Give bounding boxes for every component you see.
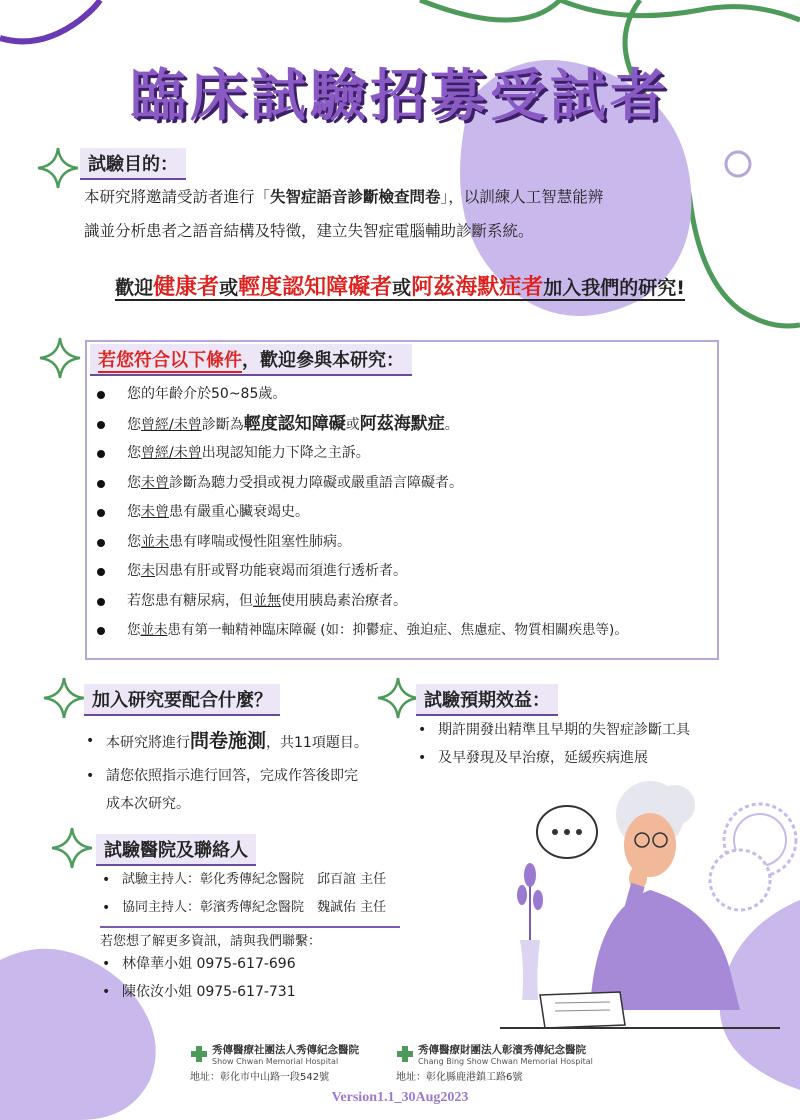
join-list [84,726,404,818]
sparkle-icon [38,336,82,380]
cond-text: 患有第一軸精神臨床障礙 (如：抑鬱症、強迫症、焦慮症、物質相關疾患等)。 [167,622,628,638]
list-item [85,528,715,558]
benefit-text: 及早發現及早治療，延緩疾病進展 [438,750,648,766]
join-text: 成本次研究。 [106,796,190,812]
cond-text: 若您患有糖尿病，但 [127,592,253,609]
list-item [84,762,404,818]
investigator-list [100,866,400,928]
cond-text: 診斷為 [201,416,244,433]
list-item [100,950,400,978]
list-item [85,410,715,440]
contact-person: 陳依汝小姐 0975-617-731 [122,984,296,1000]
welcome-join: 加入我們的研究! [543,277,685,299]
benefit-text: 期許開發出精準且早期的失智症診斷工具 [438,722,690,738]
welcome-ad: 阿茲海默症者 [411,275,544,300]
cond-text: 。 [444,416,459,433]
welcome-a: 歡迎 [115,277,154,299]
cond-text: 您的年齡介於50~85歲。 [127,386,287,402]
list-item [85,439,715,469]
cond-underline: 未 [141,563,155,579]
purpose-line1-c: 」，以訓練人工智慧能辨 [440,188,604,206]
hospital-name: 秀傳醫療社團法人秀傳紀念醫院 [212,1044,359,1056]
benefit-heading: 試驗預期效益： [416,684,558,716]
cond-text: 您 [127,474,141,491]
cond-underline: 未曾 [141,474,169,491]
conditions-heading-rest: ，歡迎參與本研究： [242,350,404,371]
hospital-en-name: Chang Bing Show Chwan Memorial Hospital [418,1057,593,1066]
purpose-heading: 試驗目的： [80,148,186,180]
elderly-woman-illustration [500,770,780,1030]
purpose-line2: 識並分析患者之語音結構及特徵，建立失智症電腦輔助診斷系統。 [84,222,534,240]
cond-text: 診斷為聽力受損或視力障礙或嚴重語言障礙者。 [169,474,463,491]
cond-text: 因患有肝或腎功能衰竭而須進行透析者。 [155,563,407,579]
hospital-name: 秀傳醫療財團法人彰濱秀傳紀念醫院 [418,1044,586,1056]
benefit-section [416,684,558,716]
join-section [84,684,280,716]
list-item [85,498,715,528]
cond-underline: 曾經/未曾 [141,445,202,461]
sparkle-icon [50,826,94,870]
cond-underline: 曾經/未曾 [141,416,202,433]
cond-underline: 並無 [253,592,281,609]
purpose-section [80,148,186,180]
conditions-heading-red: 若您符合以下條件 [98,350,242,371]
hospital-en-name: Show Chwan Memorial Hospital [212,1057,339,1066]
cond-underline: 並未 [141,533,169,550]
welcome-banner [0,270,800,301]
contact-person: 林偉華小姐 0975-617-696 [122,956,296,972]
cond-emphasis: 阿茲海默症 [359,413,445,434]
hospital-2 [396,1042,616,1083]
list-item [416,744,756,772]
hospital-logo-icon [396,1045,414,1063]
contact-list [100,950,400,1006]
hospital-1 [190,1042,400,1083]
cond-text: 您 [127,445,141,461]
list-item [85,616,715,646]
welcome-mci: 輕度認知障礙者 [238,275,393,300]
cond-emphasis: 輕度認知障礙 [243,413,346,434]
purpose-text [84,180,734,248]
join-text: ，共11項題目。 [266,735,368,751]
hospital-logo-icon [190,1045,208,1063]
contact-more: 若您想了解更多資訊，請與我們聯繫： [100,934,322,949]
page-title: 臨床試驗招募受試者 [130,64,670,129]
hospital-address: 地址：彰化市中山路一段542號 [190,1072,330,1083]
sparkle-icon [42,676,86,720]
sparkle-icon [36,146,80,190]
list-item [85,557,715,587]
cond-underline: 未曾 [141,504,169,520]
cond-text: 您 [127,504,141,520]
conditions-heading [90,344,412,376]
purpose-highlight: 失智症語音診斷檢查問卷 [270,188,441,206]
cond-text: 或 [345,416,360,433]
list-item [100,866,400,894]
welcome-or1: 或 [219,277,239,299]
sparkle-icon [376,676,420,720]
purpose-line1-a: 本研究將邀請受訪者進行「 [84,188,271,206]
list-item [84,726,404,758]
join-text: • 請您依照指示進行回答，完成作答後即完 [106,768,358,784]
welcome-healthy: 健康者 [153,275,220,300]
benefit-list [416,716,756,772]
list-item [85,587,715,617]
cond-text: 患有嚴重心臟衰竭史。 [169,504,309,520]
cond-text: 患有哮喘或慢性阻塞性肺病。 [169,533,351,550]
co-pi-text: 協同主持人：彰濱秀傳紀念醫院 魏誠佑 主任 [122,900,387,915]
list-item [85,469,715,499]
list-item [416,716,756,744]
contact-heading: 試驗醫院及聯絡人 [96,834,256,866]
pi-text: 試驗主持人：彰化秀傳紀念醫院 邱百誼 主任 [122,872,387,887]
cond-text: 您 [127,622,141,638]
list-item [85,380,715,410]
cond-text: 出現認知能力下降之主訴。 [201,445,370,461]
welcome-or2: 或 [392,277,412,299]
join-text: 本研究將進行 [106,735,190,751]
list-item [100,978,400,1006]
join-heading: 加入研究要配合什麼？ [84,684,280,716]
cond-text: 使用胰島素治療者。 [281,592,407,609]
hospital-address: 地址：彰化縣鹿港鎮工路6號 [396,1072,523,1083]
version-label: Version1.1_30Aug2023 [331,1090,469,1105]
cond-underline: 並未 [140,622,168,638]
list-item [100,894,400,922]
cond-text: 您 [127,533,141,550]
join-emphasis: 問卷施測 [190,730,267,752]
cond-text: 您 [127,563,141,579]
contact-section [96,834,256,866]
cond-text: 您 [127,416,141,433]
conditions-list [85,380,715,646]
